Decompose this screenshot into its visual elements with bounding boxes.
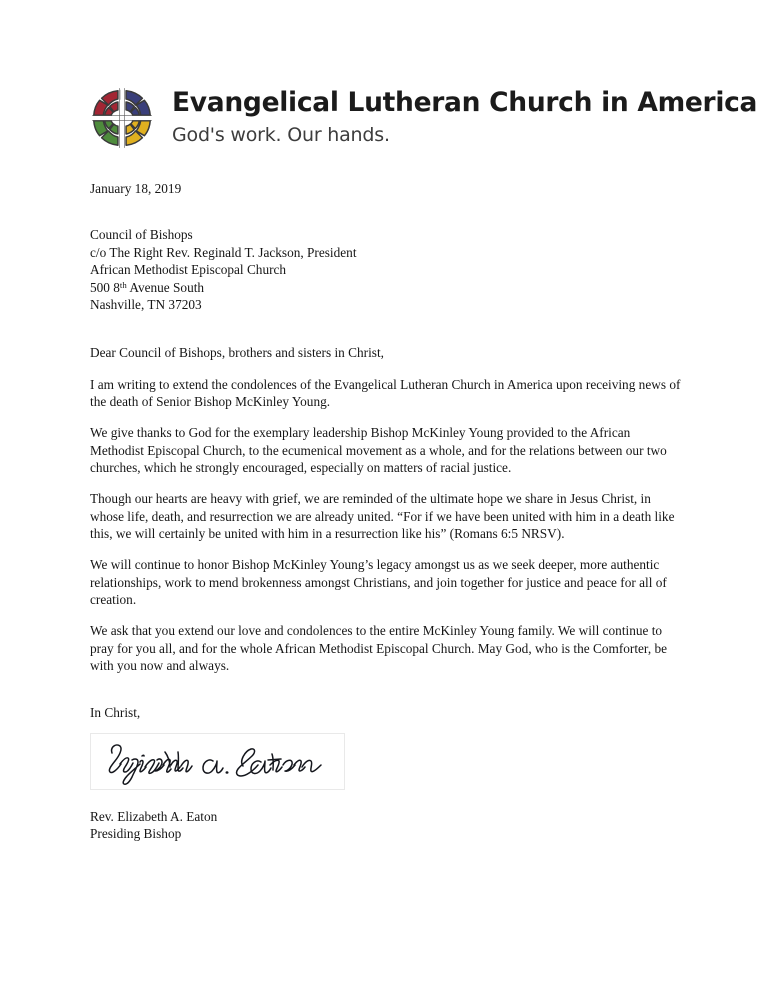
recipient-address-block: [90, 226, 684, 313]
letterhead-text: [172, 88, 757, 148]
street-ordinal-suffix: th: [119, 279, 127, 290]
address-line-organization: Council of Bishops: [90, 227, 193, 243]
signature-image: [90, 733, 345, 790]
letter-body: [90, 180, 684, 842]
street-name: Avenue South: [126, 279, 205, 295]
signature-block: [90, 808, 684, 843]
address-line-street: [90, 279, 684, 296]
address-line-city-state-zip: Nashville, TN 37203: [90, 296, 202, 312]
body-paragraph-4: We will continue to honor Bishop McKinley Young’s legacy amongst us as we seek deeper, more authentic relationships, work to mend brokenness amongst Christians, and join together for justice and peace for all of creation.: [90, 557, 667, 608]
address-line-church: African Methodist Episcopal Church: [90, 262, 287, 278]
address-line-attention: c/o The Right Rev. Reginald T. Jackson, President: [90, 244, 357, 260]
body-paragraph-1: I am writing to extend the condolences of the Evangelical Lutheran Church in America upon receiving news of the death of Senior Bishop McKinley Young.: [90, 376, 681, 409]
salutation: Dear Council of Bishops, brothers and sisters in Christ,: [90, 345, 384, 361]
signer-name: Rev. Elizabeth A. Eaton: [90, 808, 218, 824]
organization-tagline: God's work. Our hands.: [172, 124, 390, 147]
body-paragraph-5: We ask that you extend our love and condolences to the entire McKinley Young family. We will continue to pray for you all, and for the whole African Methodist Episcopal Church. May God, who is the Comforter, be with you now and always.: [90, 623, 668, 674]
closing-line: In Christ,: [90, 705, 141, 721]
street-number: 500 8: [90, 279, 120, 295]
signer-title: Presiding Bishop: [90, 825, 182, 841]
body-paragraph-3: Though our hearts are heavy with grief, we are reminded of the ultimate hope we share in Jesus Christ, in whose life, death, and resurrection we are already united. “For if we have been united with him in a death like this, we will certainly be united with him in a resurrection like his” (Romans 6:5 NRSV).: [90, 491, 675, 541]
organization-name: Evangelical Lutheran Church in America: [172, 86, 758, 118]
letter-date: January 18, 2019: [90, 181, 182, 196]
elca-stained-glass-globe-icon: [88, 84, 156, 152]
handwritten-signature-icon: [91, 734, 346, 791]
body-paragraph-2: We give thanks to God for the exemplary leadership Bishop McKinley Young provided to the African Methodist Episcopal Church, to the ecumenical movement as a whole, and for the relations between our two churches, which he strongly encouraged, especially on matters of racial justice.: [90, 425, 667, 475]
letterhead: [88, 84, 757, 152]
